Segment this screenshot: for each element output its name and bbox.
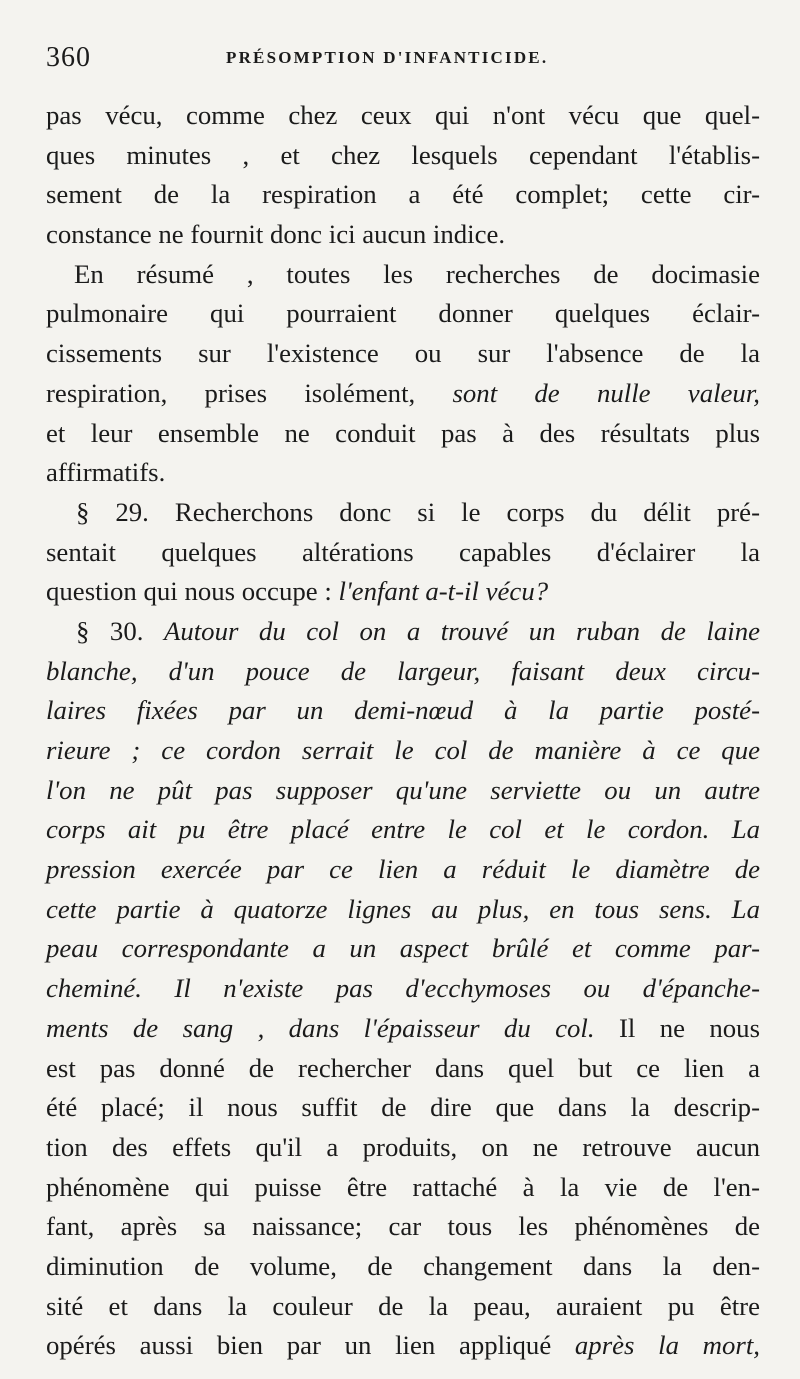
- text-line: [46, 533, 760, 573]
- text-line: [46, 414, 760, 454]
- text-run: pas vécu, comme chez ceux qui n'ont vécu que quel-: [46, 100, 760, 130]
- text-run: sité et dans la couleur de la peau, auraient pu être: [46, 1290, 760, 1321]
- italic-run: Autour du col on a trouvé un ruban de laine: [163, 615, 760, 646]
- text-line: [46, 136, 760, 176]
- italic-run: cheminé. Il n'existe pas d'ecchymoses ou d'épanche-: [46, 973, 760, 1004]
- text-line: [46, 255, 760, 295]
- text-run: sentait quelques altérations capables d'éclairer la: [46, 536, 760, 567]
- text-line: [46, 1247, 760, 1287]
- text-line: [46, 691, 760, 731]
- body-text: [46, 96, 760, 1366]
- page-number: 360: [46, 42, 91, 73]
- text-line: [46, 175, 760, 215]
- text-run: cissements sur l'existence ou sur l'absence de la: [46, 338, 760, 369]
- italic-run: l'on ne pût pas supposer qu'une serviette ou un autre: [46, 774, 760, 805]
- text-run: En résumé , toutes les recherches de docimasie: [74, 258, 760, 289]
- italic-run: pression exercée par ce lien a réduit le diamètre de: [46, 854, 760, 885]
- italic-run: blanche, d'un pouce de largeur, faisant deux circu-: [46, 655, 760, 686]
- text-line: [46, 1049, 760, 1089]
- text-line: [46, 771, 760, 811]
- italic-run: l'enfant a-t-il vécu?: [338, 576, 549, 607]
- text-line: [46, 572, 760, 612]
- text-run: fant, après sa naissance; car tous les phénomènes de: [46, 1211, 760, 1242]
- italic-run: cette partie à quatorze lignes au plus, en tous sens. La: [46, 893, 760, 924]
- text-line: [46, 612, 760, 652]
- text-line: [46, 890, 760, 930]
- text-line: [46, 850, 760, 890]
- text-run: été placé; il nous suffit de dire que dans la descrip-: [46, 1092, 760, 1123]
- text-line: [46, 969, 760, 1009]
- text-line: [46, 1128, 760, 1168]
- page-header: [46, 42, 752, 82]
- text-run: constance ne fournit donc ici aucun indice.: [46, 219, 506, 250]
- italic-run: corps ait pu être placé entre le col et le cordon. La: [46, 814, 760, 845]
- text-line: [46, 1207, 760, 1247]
- text-run: § 30.: [76, 615, 164, 646]
- text-line: [46, 652, 760, 692]
- text-line: [46, 1009, 760, 1049]
- text-run: phénomène qui puisse être rattaché à la vie de l'en-: [46, 1171, 760, 1202]
- text-run: respiration, prises isolément,: [46, 377, 453, 408]
- italic-run: sont de nulle valeur,: [452, 377, 760, 408]
- text-line: [46, 294, 760, 334]
- text-run: et leur ensemble ne conduit pas à des résultats plus: [46, 417, 760, 448]
- text-run: sement de la respiration a été complet; cette cir-: [46, 179, 760, 210]
- text-line: [46, 215, 760, 255]
- text-line: [46, 731, 760, 771]
- text-line: [46, 453, 760, 493]
- text-line: [46, 1287, 760, 1327]
- text-run: affirmatifs.: [46, 457, 166, 488]
- italic-run: ments de sang , dans l'épaisseur du col.: [46, 1012, 595, 1043]
- text-run: est pas donné de rechercher dans quel but ce lien a: [46, 1052, 760, 1083]
- text-run: pulmonaire qui pourraient donner quelques éclair-: [46, 298, 760, 329]
- text-line: [46, 1088, 760, 1128]
- text-run: Il ne nous: [594, 1012, 760, 1043]
- text-run: tion des effets qu'il a produits, on ne retrouve aucun: [46, 1131, 760, 1162]
- italic-run: rieure ; ce cordon serrait le col de manière à ce que: [46, 735, 760, 765]
- text-line: [46, 493, 760, 533]
- text-run: diminution de volume, de changement dans la den-: [46, 1250, 760, 1281]
- text-run: opérés aussi bien par un lien appliqué: [46, 1330, 575, 1361]
- text-line: [46, 810, 760, 850]
- text-run: question qui nous occupe :: [46, 576, 339, 607]
- running-head: PRÉSOMPTION D'INFANTICIDE.: [226, 48, 549, 67]
- text-run: ques minutes , et chez lesquels cependant l'établis-: [46, 139, 760, 170]
- text-line: [46, 1326, 760, 1366]
- text-line: [46, 334, 760, 374]
- italic-run: peau correspondante a un aspect brûlé et comme par-: [46, 933, 760, 964]
- italic-run: après la mort,: [574, 1330, 760, 1361]
- text-line: [46, 1168, 760, 1208]
- italic-run: laires fixées par un demi-nœud à la partie posté-: [46, 695, 760, 726]
- text-line: [46, 929, 760, 969]
- text-line: [46, 96, 760, 136]
- text-line: [46, 374, 760, 414]
- text-run: § 29. Recherchons donc si le corps du délit pré-: [76, 496, 760, 527]
